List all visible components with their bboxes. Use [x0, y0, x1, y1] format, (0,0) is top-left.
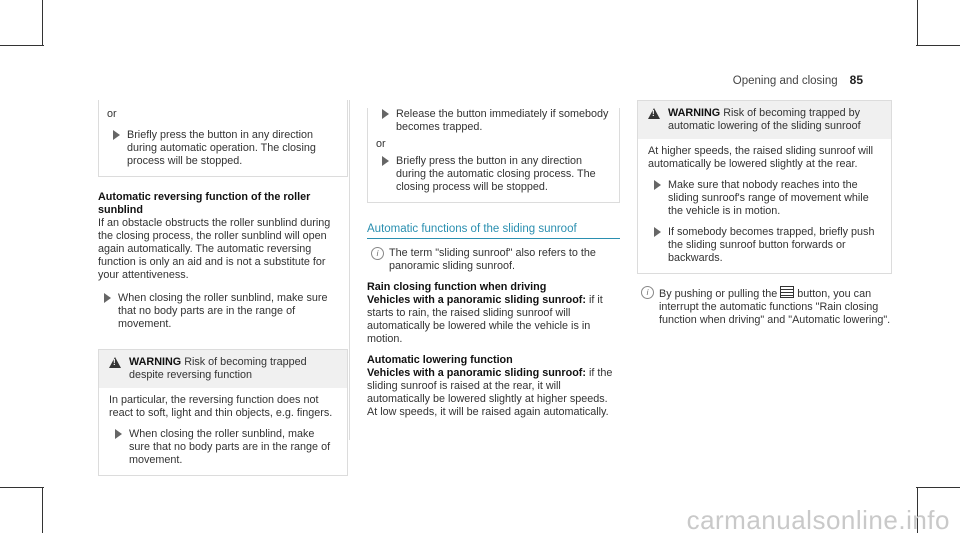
step-text: Briefly press the button in any direction during the automatic closing process. The closing process will be stopped. — [396, 155, 596, 193]
warning-body — [638, 139, 891, 273]
warning-header — [638, 101, 891, 139]
warning-text: In particular, the reversing function does not react to soft, light and thin objects, e.g. fingers. — [109, 394, 333, 419]
crop-mark — [916, 45, 960, 46]
warning-desc: Risk of becoming trapped despite reversing function — [129, 356, 307, 381]
note — [367, 247, 620, 273]
crop-mark — [917, 0, 918, 46]
note — [637, 286, 892, 327]
column-divider — [349, 100, 350, 440]
arrow-icon — [654, 227, 661, 237]
info-icon: i — [371, 247, 384, 260]
subheading: Rain closing function when driving — [367, 281, 547, 293]
crop-mark — [42, 487, 43, 533]
step-item — [98, 292, 348, 331]
column-middle — [367, 100, 620, 419]
crop-mark — [0, 487, 44, 488]
subheading: Automatic lowering function — [367, 354, 513, 366]
inline-heading: Vehicles with a panoramic sliding sunroof: — [367, 294, 586, 306]
section-title: Opening and closing — [732, 75, 838, 87]
section-heading: Automatic reversing function of the roller sunblind — [98, 191, 311, 216]
warning-icon — [109, 357, 121, 368]
inline-heading: Vehicles with a panoramic sliding sunroof: — [367, 367, 586, 379]
note-text: The term "sliding sunroof" also refers to the panoramic sliding sunroof. — [389, 247, 596, 272]
step-item — [376, 108, 611, 134]
paragraph — [367, 367, 620, 419]
steps-block — [367, 108, 620, 203]
step-item — [648, 179, 881, 218]
arrow-icon — [654, 180, 661, 190]
warning-box — [98, 349, 348, 476]
crop-mark — [0, 45, 44, 46]
section-heading: Automatic functions of the sliding sunroof — [367, 223, 620, 239]
arrow-icon — [382, 156, 389, 166]
page-number: 85 — [849, 73, 863, 87]
step-text: When closing the roller sunblind, make sure that no body parts are in the range of movement. — [118, 292, 328, 330]
arrow-icon — [115, 429, 122, 439]
warning-box — [637, 100, 892, 274]
sunroof-button-icon — [780, 286, 794, 298]
crop-mark — [916, 487, 960, 488]
arrow-icon — [382, 109, 389, 119]
warning-title: WARNING — [668, 107, 721, 119]
step-item — [648, 226, 881, 265]
paragraph: If an obstacle obstructs the roller sunblind during the closing process, the roller sunblind will open again automatically. The automatic reversing function is only an aid and is not a substitute for your attentiveness. — [98, 217, 331, 281]
warning-text: At higher speeds, the raised sliding sunroof will automatically be lowered slightly at the rear. — [648, 145, 874, 170]
page-header — [733, 74, 863, 88]
warning-title: WARNING — [129, 356, 182, 368]
warning-desc: Risk of becoming trapped by automatic lowering of the sliding sunroof — [668, 107, 861, 132]
step-item — [107, 129, 339, 168]
or-text: or — [107, 108, 117, 120]
step-item — [376, 155, 611, 194]
warning-header — [99, 350, 347, 388]
step-text: Briefly press the button in any direction during automatic operation. The closing process will be stopped. — [127, 129, 316, 167]
or-text: or — [376, 138, 386, 150]
arrow-icon — [113, 130, 120, 140]
column-right — [637, 100, 892, 327]
warning-icon — [648, 108, 660, 119]
steps-block — [98, 100, 348, 177]
paragraph — [367, 294, 620, 346]
watermark: carmanualsonline.info — [686, 505, 950, 535]
step-text: Release the button immediately if somebody becomes trapped. — [396, 108, 609, 133]
arrow-icon — [104, 293, 111, 303]
warning-body — [99, 388, 347, 475]
step-text: When closing the roller sunblind, make sure that no body parts are in the range of movement. — [129, 428, 331, 466]
note-text-a: By pushing or pulling the — [659, 288, 781, 300]
note-text — [659, 286, 892, 327]
info-icon: i — [641, 286, 654, 299]
inline-text: if the sliding sunroof is raised at the rear, it will automatically be lowered slightly at higher speeds. At low speeds, it will be raised again automatically. — [367, 367, 613, 418]
crop-mark — [42, 0, 43, 46]
column-left — [98, 100, 348, 476]
step-text: If somebody becomes trapped, briefly push the sliding sunroof button forwards or backwards. — [668, 226, 875, 264]
inline-text: if it starts to rain, the raised sliding sunroof will automatically be lowered while the vehicle is in motion. — [367, 294, 603, 345]
note-text-b: button, you can interrupt the automatic functions "Rain closing function when driving" and "Automatic lowering". — [659, 288, 891, 326]
step-text: Make sure that nobody reaches into the sliding sunroof's range of movement while the vehicle is in motion. — [668, 179, 869, 217]
step-item — [109, 428, 337, 467]
